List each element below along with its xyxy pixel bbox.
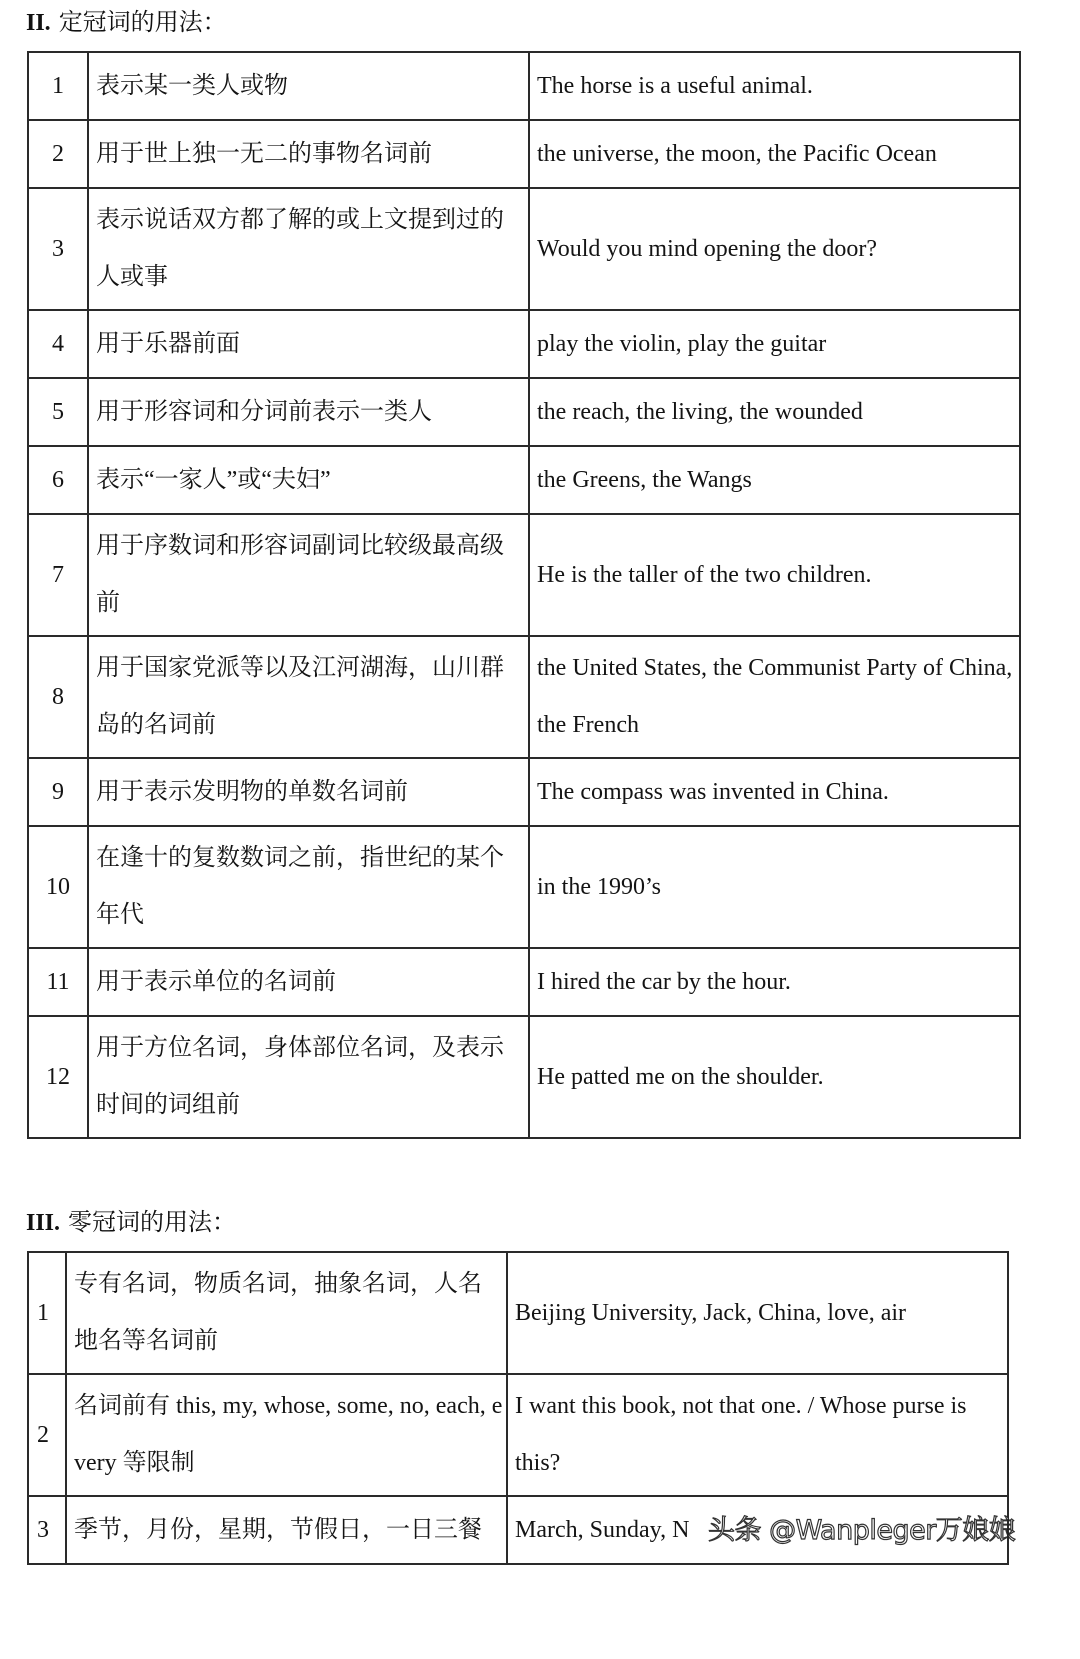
usage-description: 表示某一类人或物 <box>88 52 529 120</box>
usage-example: He patted me on the shoulder. <box>529 1016 1020 1138</box>
table-row <box>28 52 1020 120</box>
row-number: 10 <box>28 826 88 948</box>
table-row <box>28 1374 1008 1496</box>
section-iii-heading <box>26 1208 236 1238</box>
usage-example: in the 1990’s <box>529 826 1020 948</box>
usage-description: 表示说话双方都了解的或上文提到过的人或事 <box>88 188 529 310</box>
row-number: 7 <box>28 514 88 636</box>
usage-example: He is the taller of the two children. <box>529 514 1020 636</box>
section-ii-title: 定冠词的用法： <box>58 10 227 36</box>
usage-description: 用于国家党派等以及江河湖海，山川群岛的名词前 <box>88 636 529 758</box>
table-row <box>28 826 1020 948</box>
row-number: 12 <box>28 1016 88 1138</box>
row-number: 3 <box>28 188 88 310</box>
usage-description: 用于世上独一无二的事物名词前 <box>88 120 529 188</box>
usage-description: 用于表示单位的名词前 <box>88 948 529 1016</box>
usage-example: The horse is a useful animal. <box>529 52 1020 120</box>
row-number: 4 <box>28 310 88 378</box>
row-number: 1 <box>28 52 88 120</box>
usage-description: 专有名词，物质名词，抽象名词，人名地名等名词前 <box>66 1252 507 1374</box>
section-ii-heading <box>26 8 227 38</box>
watermark: 头条 @Wanpleger万娘娘 <box>708 1515 1016 1546</box>
row-number: 3 <box>28 1496 66 1564</box>
usage-example: the United States, the Communist Party of China, the French <box>529 636 1020 758</box>
row-number: 9 <box>28 758 88 826</box>
table-row <box>28 120 1020 188</box>
table-row <box>28 1016 1020 1138</box>
table-row <box>28 188 1020 310</box>
usage-example: March, Sunday, N <box>507 1496 1008 1564</box>
usage-example: I want this book, not that one. / Whose purse is this? <box>507 1374 1008 1496</box>
usage-example: The compass was invented in China. <box>529 758 1020 826</box>
usage-example: the universe, the moon, the Pacific Ocean <box>529 120 1020 188</box>
usage-description: 在逢十的复数数词之前，指世纪的某个年代 <box>88 826 529 948</box>
usage-example: the reach, the living, the wounded <box>529 378 1020 446</box>
usage-example: I hired the car by the hour. <box>529 948 1020 1016</box>
usage-example: play the violin, play the guitar <box>529 310 1020 378</box>
table-row <box>28 948 1020 1016</box>
table-row <box>28 378 1020 446</box>
section-ii-numeral: II. <box>26 10 51 36</box>
table-row <box>28 758 1020 826</box>
section-iii-title: 零冠词的用法： <box>68 1210 237 1236</box>
usage-description: 用于表示发明物的单数名词前 <box>88 758 529 826</box>
usage-description: 用于方位名词，身体部位名词，及表示时间的词组前 <box>88 1016 529 1138</box>
row-number: 2 <box>28 120 88 188</box>
usage-example: Beijing University, Jack, China, love, air <box>507 1252 1008 1374</box>
definite-article-usage-table <box>27 51 1021 1139</box>
section-iii-numeral: III. <box>26 1210 61 1236</box>
usage-description: 用于形容词和分词前表示一类人 <box>88 378 529 446</box>
row-number: 2 <box>28 1374 66 1496</box>
table-row <box>28 310 1020 378</box>
row-number: 5 <box>28 378 88 446</box>
usage-description: 用于乐器前面 <box>88 310 529 378</box>
usage-description: 用于序数词和形容词副词比较级最高级前 <box>88 514 529 636</box>
table-row <box>28 514 1020 636</box>
usage-example: the Greens, the Wangs <box>529 446 1020 514</box>
usage-example: Would you mind opening the door? <box>529 188 1020 310</box>
table-row <box>28 636 1020 758</box>
usage-description: 表示“一家人”或“夫妇” <box>88 446 529 514</box>
row-number: 6 <box>28 446 88 514</box>
usage-description: 名词前有 this, my, whose, some, no, each, every 等限制 <box>66 1374 507 1496</box>
usage-description: 季节，月份，星期，节假日，一日三餐 <box>66 1496 507 1564</box>
table-row <box>28 446 1020 514</box>
row-number: 1 <box>28 1252 66 1374</box>
table-row <box>28 1252 1008 1374</box>
row-number: 8 <box>28 636 88 758</box>
row-number: 11 <box>28 948 88 1016</box>
